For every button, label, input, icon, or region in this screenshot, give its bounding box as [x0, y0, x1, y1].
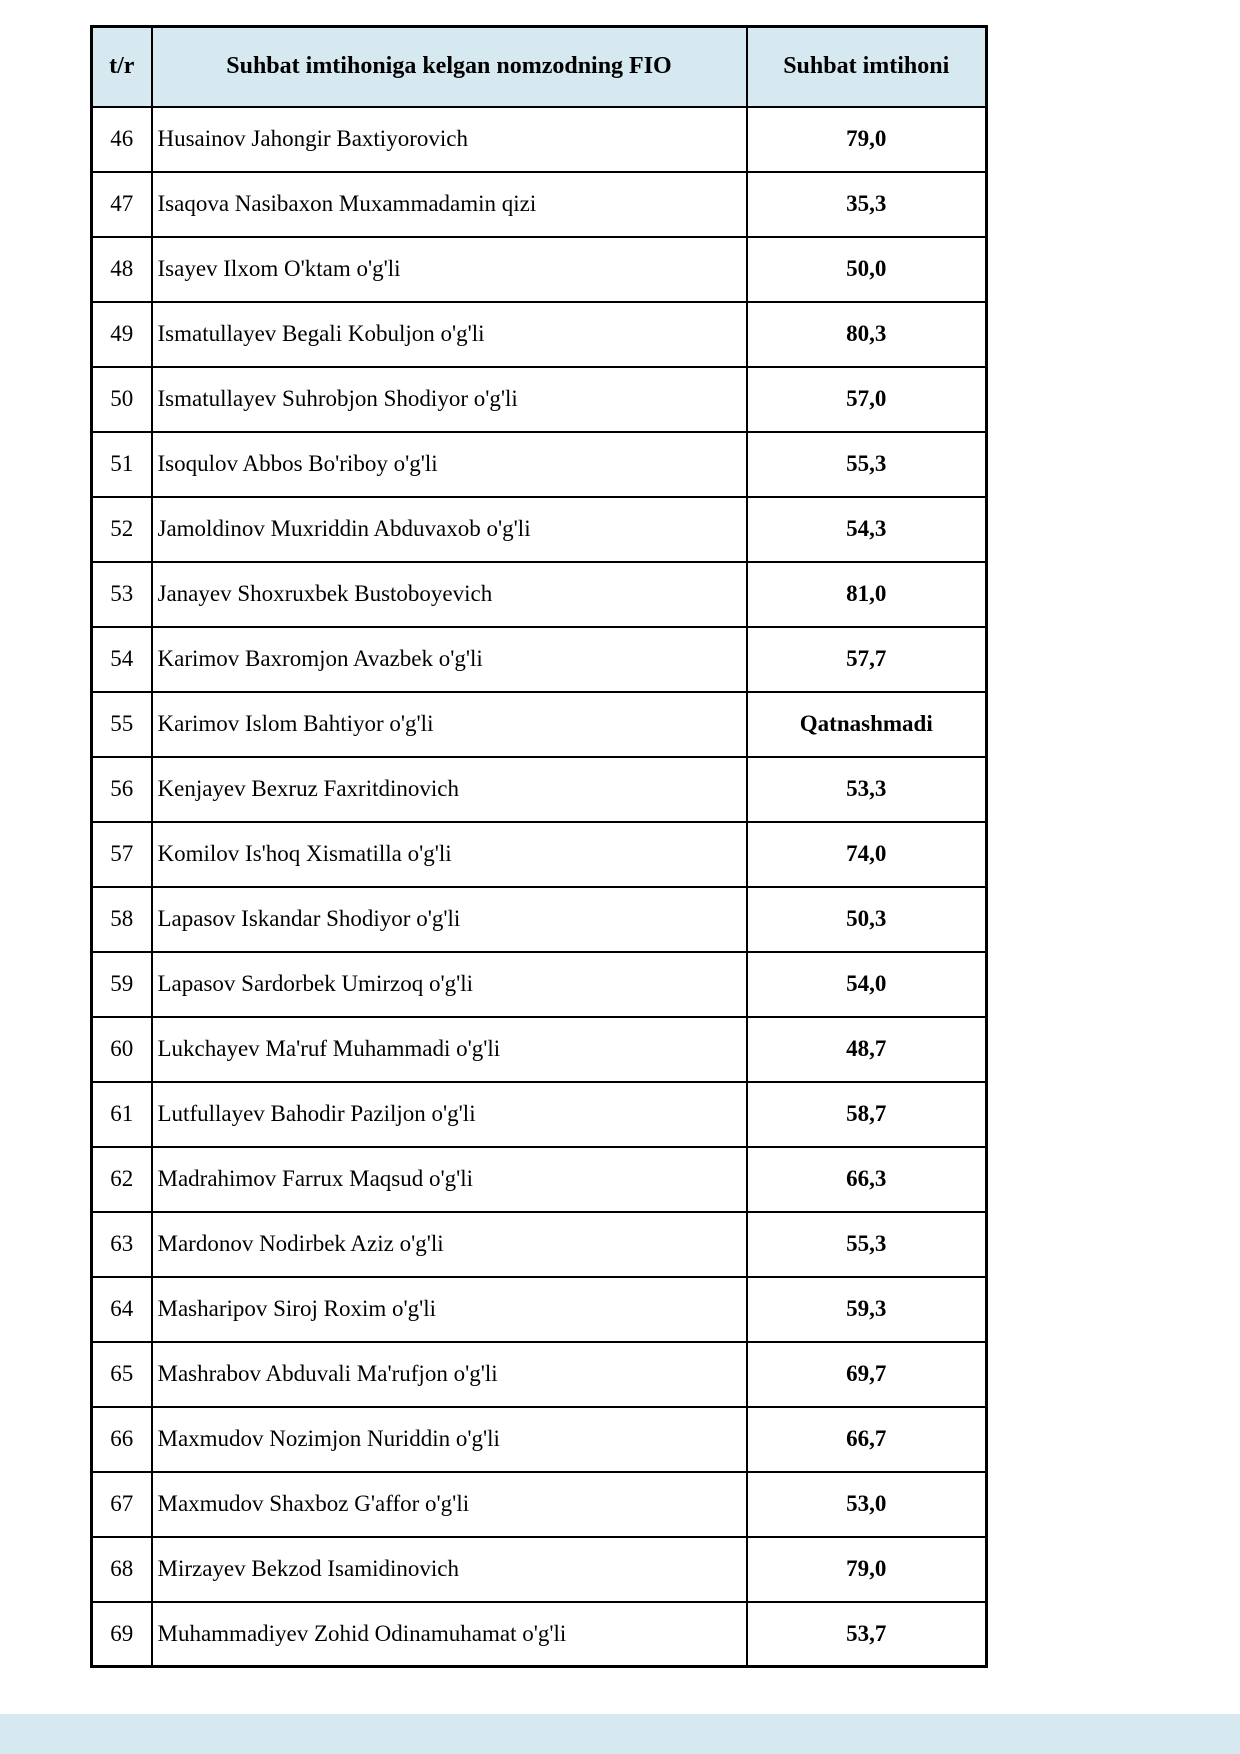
candidate-name-cell: Muhammadiyev Zohid Odinamuhamat o'g'li: [152, 1602, 747, 1667]
candidate-name-cell: Isayev Ilxom O'ktam o'g'li: [152, 237, 747, 302]
score-cell: 55,3: [747, 432, 987, 497]
table-row: [92, 1602, 987, 1667]
candidate-name-cell: Isaqova Nasibaxon Muxammadamin qizi: [152, 172, 747, 237]
table-row: [92, 497, 987, 562]
candidate-name-cell: Maxmudov Nozimjon Nuriddin o'g'li: [152, 1407, 747, 1472]
candidate-name-cell: Husainov Jahongir Baxtiyorovich: [152, 107, 747, 172]
table-row: [92, 432, 987, 497]
score-cell: 81,0: [747, 562, 987, 627]
candidate-name-cell: Karimov Islom Bahtiyor o'g'li: [152, 692, 747, 757]
score-cell: 79,0: [747, 107, 987, 172]
candidate-name-cell: Maxmudov Shaxboz G'affor o'g'li: [152, 1472, 747, 1537]
table-row: [92, 367, 987, 432]
row-number-cell: 65: [92, 1342, 152, 1407]
row-number-cell: 51: [92, 432, 152, 497]
score-cell: 35,3: [747, 172, 987, 237]
candidate-name-cell: Isoqulov Abbos Bo'riboy o'g'li: [152, 432, 747, 497]
candidate-name-cell: Lukchayev Ma'ruf Muhammadi o'g'li: [152, 1017, 747, 1082]
table-row: [92, 1277, 987, 1342]
score-cell: 66,7: [747, 1407, 987, 1472]
score-cell: 79,0: [747, 1537, 987, 1602]
score-cell: 66,3: [747, 1147, 987, 1212]
table-header-row: [92, 27, 987, 107]
header-cell-tr: t/r: [92, 27, 152, 107]
row-number-cell: 63: [92, 1212, 152, 1277]
header-cell-interview-score: Suhbat imtihoni: [747, 27, 987, 107]
page-footer-band: [0, 1714, 1240, 1754]
row-number-cell: 69: [92, 1602, 152, 1667]
table-row: [92, 237, 987, 302]
table-row: [92, 1082, 987, 1147]
candidate-name-cell: Masharipov Siroj Roxim o'g'li: [152, 1277, 747, 1342]
candidate-name-cell: Madrahimov Farrux Maqsud o'g'li: [152, 1147, 747, 1212]
score-cell: 54,3: [747, 497, 987, 562]
table-body: [92, 107, 987, 1667]
table-row: [92, 562, 987, 627]
score-cell: 53,0: [747, 1472, 987, 1537]
candidate-name-cell: Komilov Is'hoq Xismatilla o'g'li: [152, 822, 747, 887]
row-number-cell: 59: [92, 952, 152, 1017]
row-number-cell: 53: [92, 562, 152, 627]
score-cell: 59,3: [747, 1277, 987, 1342]
score-cell: 69,7: [747, 1342, 987, 1407]
score-cell: 55,3: [747, 1212, 987, 1277]
row-number-cell: 48: [92, 237, 152, 302]
row-number-cell: 47: [92, 172, 152, 237]
candidate-name-cell: Karimov Baxromjon Avazbek o'g'li: [152, 627, 747, 692]
score-cell: 80,3: [747, 302, 987, 367]
row-number-cell: 61: [92, 1082, 152, 1147]
table-row: [92, 1212, 987, 1277]
score-cell: 57,7: [747, 627, 987, 692]
candidate-name-cell: Ismatullayev Begali Kobuljon o'g'li: [152, 302, 747, 367]
header-cell-candidate-name: Suhbat imtihoniga kelgan nomzodning FIO: [152, 27, 747, 107]
score-cell: 48,7: [747, 1017, 987, 1082]
row-number-cell: 57: [92, 822, 152, 887]
table-row: [92, 1472, 987, 1537]
candidate-name-cell: Ismatullayev Suhrobjon Shodiyor o'g'li: [152, 367, 747, 432]
candidate-name-cell: Mirzayev Bekzod Isamidinovich: [152, 1537, 747, 1602]
score-cell: 53,7: [747, 1602, 987, 1667]
table-row: [92, 822, 987, 887]
table-row: [92, 302, 987, 367]
table-row: [92, 1537, 987, 1602]
score-cell: Qatnashmadi: [747, 692, 987, 757]
row-number-cell: 60: [92, 1017, 152, 1082]
row-number-cell: 62: [92, 1147, 152, 1212]
table-row: [92, 627, 987, 692]
candidate-name-cell: Lutfullayev Bahodir Paziljon o'g'li: [152, 1082, 747, 1147]
score-cell: 54,0: [747, 952, 987, 1017]
table-row: [92, 1017, 987, 1082]
score-cell: 57,0: [747, 367, 987, 432]
row-number-cell: 54: [92, 627, 152, 692]
table-row: [92, 952, 987, 1017]
row-number-cell: 52: [92, 497, 152, 562]
score-cell: 50,0: [747, 237, 987, 302]
candidate-name-cell: Jamoldinov Muxriddin Abduvaxob o'g'li: [152, 497, 747, 562]
table-row: [92, 1407, 987, 1472]
row-number-cell: 67: [92, 1472, 152, 1537]
candidate-name-cell: Lapasov Iskandar Shodiyor o'g'li: [152, 887, 747, 952]
candidate-name-cell: Janayev Shoxruxbek Bustoboyevich: [152, 562, 747, 627]
candidate-name-cell: Lapasov Sardorbek Umirzoq o'g'li: [152, 952, 747, 1017]
score-cell: 50,3: [747, 887, 987, 952]
table-row: [92, 172, 987, 237]
row-number-cell: 46: [92, 107, 152, 172]
row-number-cell: 49: [92, 302, 152, 367]
table-row: [92, 1147, 987, 1212]
table-row: [92, 692, 987, 757]
score-cell: 74,0: [747, 822, 987, 887]
row-number-cell: 66: [92, 1407, 152, 1472]
score-cell: 58,7: [747, 1082, 987, 1147]
row-number-cell: 58: [92, 887, 152, 952]
table-row: [92, 887, 987, 952]
row-number-cell: 56: [92, 757, 152, 822]
table-row: [92, 107, 987, 172]
row-number-cell: 64: [92, 1277, 152, 1342]
candidate-name-cell: Kenjayev Bexruz Faxritdinovich: [152, 757, 747, 822]
table-row: [92, 1342, 987, 1407]
results-table: [90, 25, 988, 1668]
candidate-name-cell: Mardonov Nodirbek Aziz o'g'li: [152, 1212, 747, 1277]
row-number-cell: 55: [92, 692, 152, 757]
row-number-cell: 68: [92, 1537, 152, 1602]
candidate-name-cell: Mashrabov Abduvali Ma'rufjon o'g'li: [152, 1342, 747, 1407]
table-row: [92, 757, 987, 822]
row-number-cell: 50: [92, 367, 152, 432]
score-cell: 53,3: [747, 757, 987, 822]
